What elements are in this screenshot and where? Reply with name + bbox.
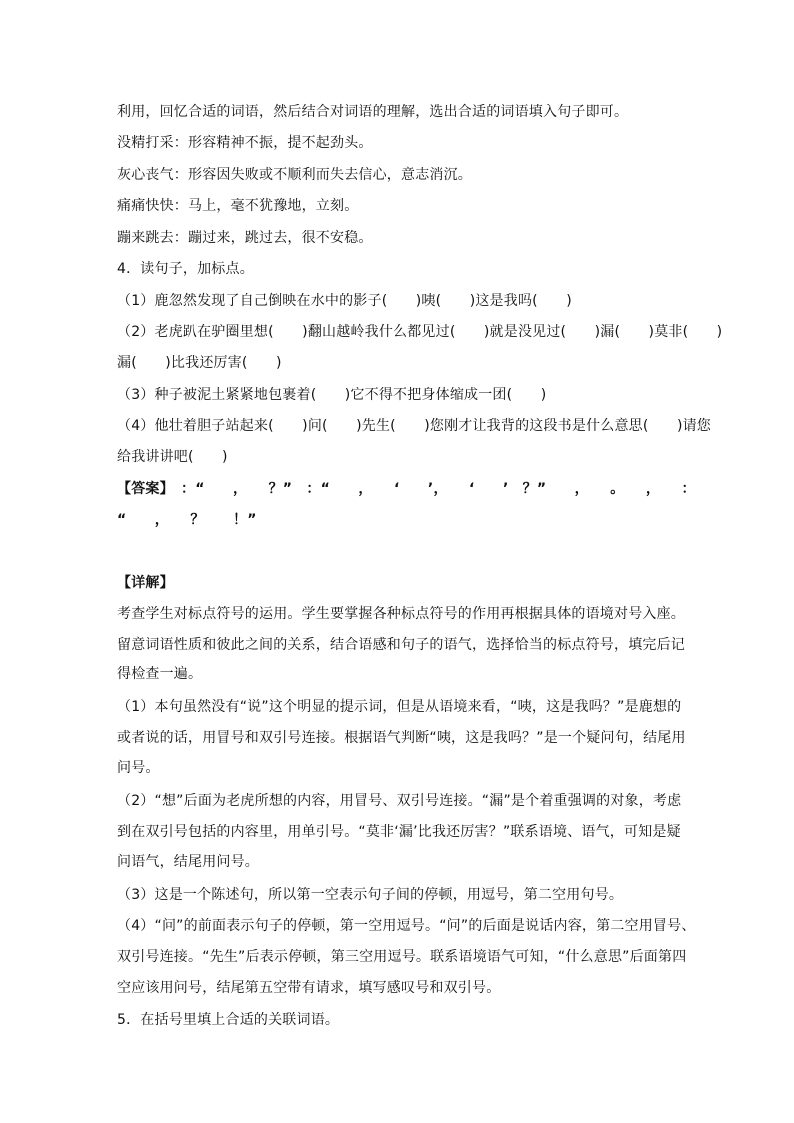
text-line: （1）鹿忽然发现了自己倒映在水中的影子( )咦( )这是我吗( ) xyxy=(117,293,572,309)
text-line: （2）“想”后面为老虎所想的内容，用冒号、双引号连接。“漏”是个着重强调的对象，考虑 xyxy=(117,793,682,809)
text-line: 问语气，结尾用问号。 xyxy=(117,854,259,870)
text-line: 考查学生对标点符号的运用。学生要掌握各种标点符号的作用再根据具体的语境对号入座。 xyxy=(117,606,685,622)
answer-line: “ ， ？ ！” xyxy=(117,512,257,528)
text-line: 双引号连接。“先生”后表示停顿，第三空用逗号。联系语境语气可知，“什么意思”后面第四 xyxy=(117,949,687,965)
question-heading: 4．读句子，加标点。 xyxy=(117,261,254,277)
text-line: 痛痛快快：马上，毫不犹豫地，立刻。 xyxy=(117,198,359,214)
text-line: 漏( )比我还厉害( ) xyxy=(117,355,282,371)
explanation-heading: 【详解】 xyxy=(117,575,174,591)
text-line: （3）种子被泥土紧紧地包裹着( )它不得不把身体缩成一团( ) xyxy=(117,387,547,403)
text-line: 空应该用问号，结尾第五空带有请求，填写感叹号和双引号。 xyxy=(117,980,501,996)
text-line: （4）他壮着胆子站起来( )问( )先生( )您刚才让我背的这段书是什么意思( )请您 xyxy=(117,418,711,434)
text-line: 留意词语性质和彼此之间的关系，结合语感和句子的语气，选择恰当的标点符号，填完后记 xyxy=(117,637,685,653)
question-heading: 5．在括号里填上合适的关联词语。 xyxy=(117,1012,340,1028)
text-line: （3）这是一个陈述句，所以第一空表示句子间的停顿，用逗号，第二空用句号。 xyxy=(117,887,624,903)
text-line: 灰心丧气：形容因失败或不顺利而失去信心，意志消沉。 xyxy=(117,167,472,183)
text-line: 没精打采：形容精神不振，提不起劲头。 xyxy=(117,135,373,151)
text-line: （4）“问”的前面表示句子的停顿，第一空用逗号。“问”的后面是说话内容，第二空用冒号、 xyxy=(117,918,696,934)
text-line: 利用，回忆合适的词语，然后结合对词语的理解，选出合适的词语填入句子即可。 xyxy=(117,104,629,120)
text-line: （2）老虎趴在驴圈里想( )翻山越岭我什么都见过( )就是没见过( )漏( )莫非( ) xyxy=(117,324,723,340)
answer-line: 【答案】 ：“ ， ？” ：“ ， ‘ ’， ‘ ’ ？” ， 。 ， ： xyxy=(117,481,696,497)
text-line: 问号。 xyxy=(117,760,160,776)
text-line: 到在双引号包括的内容里，用单引号。“莫非‘漏’比我还厉害？”联系语境、语气，可知是疑 xyxy=(117,824,681,840)
text-line: 或者说的话，用冒号和双引号连接。根据语气判断“咦，这是我吗？”是一个疑问句，结尾用 xyxy=(117,730,686,746)
text-line: 蹦来跳去：蹦过来，跳过去，很不安稳。 xyxy=(117,230,373,246)
text-line: 给我讲讲吧( ) xyxy=(117,449,228,465)
text-line: （1）本句虽然没有“说”这个明显的提示词，但是从语境来看，“咦，这是我吗？”是鹿想的 xyxy=(117,699,682,715)
text-line: 得检查一遍。 xyxy=(117,666,203,682)
